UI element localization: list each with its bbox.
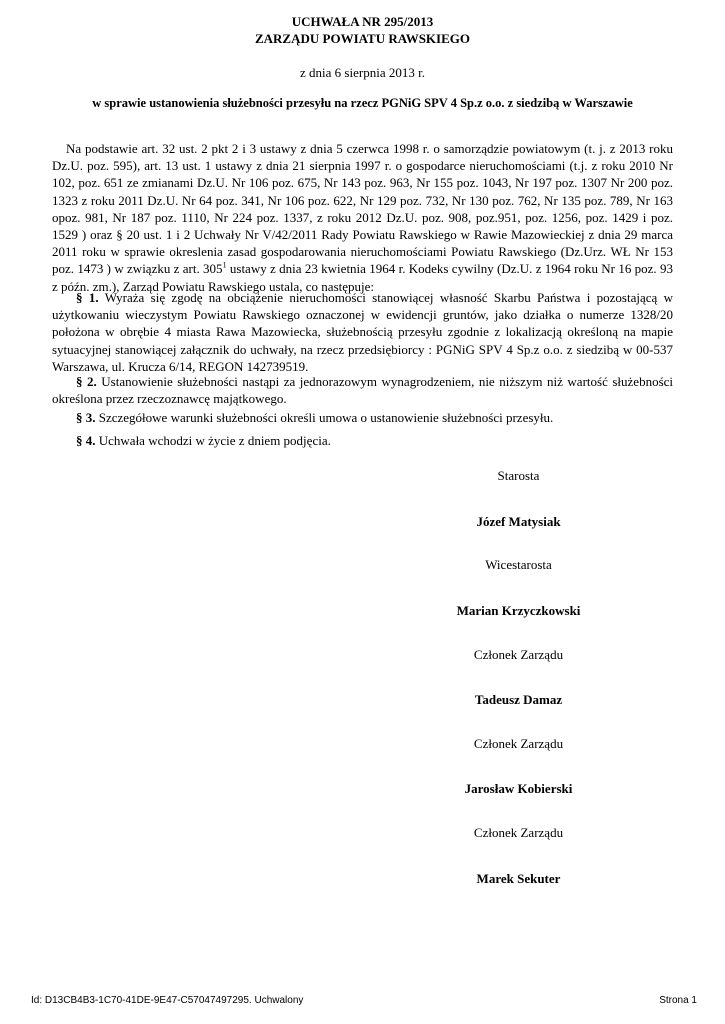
- paragraph-1-mark: § 1.: [76, 290, 99, 305]
- signature-role-board-member-1: Członek Zarządu: [473, 647, 564, 662]
- paragraph-2-text: Ustanowienie służebności nastąpi za jednorazowym wynagrodzeniem, nie niższym niż wartość służebności określona przez rzeczoznawcę majątkowego.: [52, 374, 674, 407]
- paragraph-3-text: Szczegółowe warunki służebności określi umowa o ustanowienie służebności przesyłu.: [95, 410, 554, 425]
- document-id-footer: Id: D13CB4B3-1C70-41DE-9E47-C57047497295. Uchwalony: [31, 995, 304, 1006]
- paragraph-4-text: Uchwała wchodzi w życie z dniem podjęcia.: [95, 433, 331, 448]
- signature-role-board-member-2: Członek Zarządu: [473, 736, 564, 751]
- paragraph-4-mark: § 4.: [76, 433, 96, 448]
- signature-name-board-member-2: Jarosław Kobierski: [464, 781, 573, 796]
- signature-name-board-member-1: Tadeusz Damaz: [474, 692, 563, 707]
- legal-basis-preamble: [52, 140, 673, 295]
- paragraph-2: [52, 373, 673, 407]
- paragraph-1: [52, 289, 673, 375]
- paragraph-3-mark: § 3.: [76, 410, 96, 425]
- signature-name-wicestarosta: Marian Krzyczkowski: [456, 603, 581, 618]
- preamble-text-2: ustawy z dnia 23 kwietnia 1964 r. Kodeks cywilny (Dz.U. z 1964 roku Nr 16 poz. 93 z późn. zm.), Zarząd Powiatu Rawskiego ustala, co następuje:: [52, 261, 674, 294]
- issuing-body: ZARZĄDU POWIATU RAWSKIEGO: [254, 31, 470, 46]
- paragraph-3: [52, 409, 673, 426]
- page-number-footer: Strona 1: [659, 995, 697, 1006]
- footnote-superscript: 1: [222, 261, 227, 271]
- resolution-date: z dnia 6 sierpnia 2013 r.: [300, 65, 425, 80]
- paragraph-4: [52, 432, 673, 449]
- signature-role-starosta: Starosta: [497, 468, 540, 483]
- signature-role-board-member-3: Członek Zarządu: [473, 825, 564, 840]
- preamble-text-1: Na podstawie art. 32 ust. 2 pkt 2 i 3 ustawy z dnia 5 czerwca 1998 r. o samorządzie powiatowym (t. j. z 2013 roku Dz.U. poz. 595), art. 13 ust. 1 ustawy z dnia 21 sierpnia 1997 r. o gospodarce nieruchomościami (t.j. z roku 2010 Nr 102, poz. 651 ze zmianami Dz.U. Nr 106 poz. 675, Nr 143 poz. 963, Nr 155 poz. 1043, Nr 197 poz. 1307 Nr 200 poz. 1323 z roku 2011 Dz.U. Nr 64 poz. 341, Nr 106 poz. 622, Nr 129 poz. 732, Nr 130 poz. 762, Nr 135 poz. 789, Nr 163 opoz. 981, Nr 187 poz. 1110, Nr 224 poz. 1337, z roku 2012 Dz.U. poz. 908, poz.951, poz. 1256, poz. 1429 i poz. 1529 ) oraz § 20 ust. 1 i 2 Uchwały Nr V/42/2011 Rady Powiatu Rawskiego w Rawie Mazowieckiej z dnia 29 marca 2011 roku w sprawie okreslenia zasad gospodarowania nieruchomościami Powiatu Rawskiego (Dz.Urz. WŁ Nr 153 poz. 1473 ) w związku z art. 305: [52, 141, 673, 277]
- resolution-subject: w sprawie ustanowienia służebności przesyłu na rzecz PGNiG SPV 4 Sp.z o.o. z siedzibą w Warszawie: [92, 96, 633, 110]
- paragraph-2-mark: § 2.: [76, 374, 97, 389]
- paragraph-1-text: Wyraża się zgodę na obciążenie nieruchomości stanowiącej własność Skarbu Państwa i pozostającą w użytkowaniu wieczystym Powiatu Rawskiego oznaczonej w ewidencji gruntów, jako działka o numerze 1328/20 położona w obrębie 4 miasta Rawa Mazowiecka, służebnością przesyłu zgodnie z lokalizacją określoną na mapie sytuacyjnej stanowiącej załącznik do uchwały, na rzecz przedsiębiorcy : PGNiG SPV 4 Sp.z o.o. z siedzibą w 00-537 Warszawa, ul. Krucza 6/14, REGON 142739519.: [52, 290, 673, 374]
- signature-name-board-member-3: Marek Sekuter: [476, 871, 561, 886]
- resolution-number: UCHWAŁA NR 295/2013: [291, 14, 434, 29]
- signature-role-wicestarosta: Wicestarosta: [485, 557, 552, 572]
- signature-name-starosta: Józef Matysiak: [476, 514, 561, 529]
